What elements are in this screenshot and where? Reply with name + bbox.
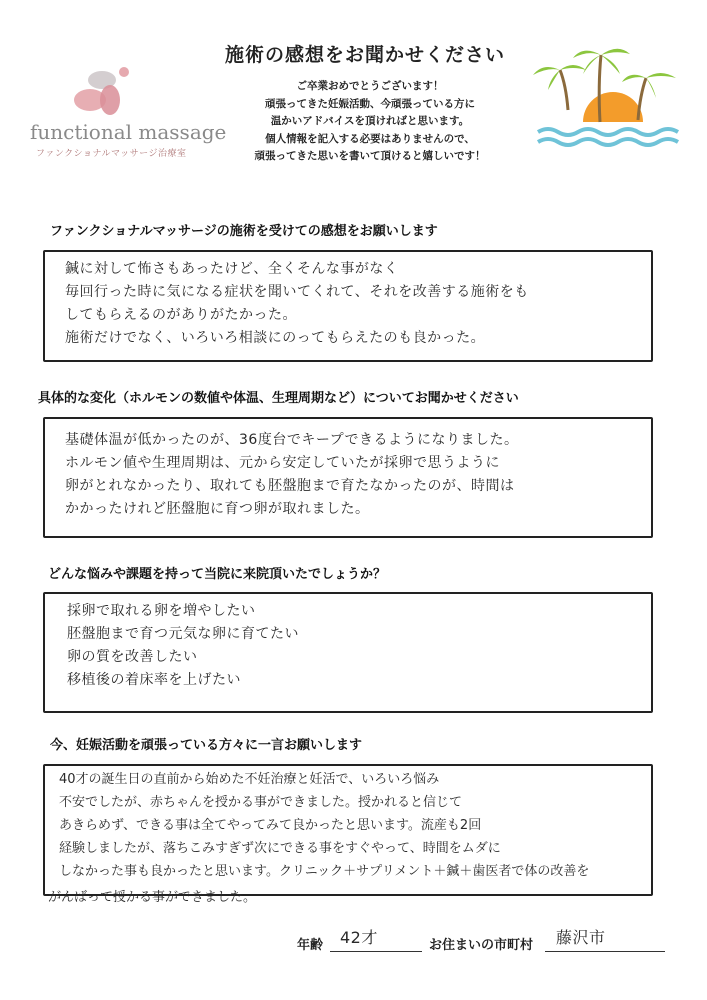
section-1-answer: 鍼に対して怖さもあったけど、全くそんな事がなく 毎回行った時に気になる症状を聞いてくれて、それを改善する施術をも してもらえるのがありがたかった。 施術だけでなく、いろいろ相談にのってもらえたのも良かった。 <box>65 261 529 346</box>
section-3-question: どんな悩みや課題を持って当院に来院頂いたでしょうか？ <box>48 567 387 582</box>
section-3-answer-box <box>43 592 653 713</box>
section-4-answer-box <box>43 764 653 896</box>
section-2-answer-box <box>43 417 653 538</box>
palm-sunset-illustration <box>528 40 683 150</box>
section-1-question: ファンクショナルマッサージの施術を受けての感想をお願いします <box>50 224 438 239</box>
section-3-answer: 採卵で取れる卵を増やしたい 胚盤胞まで育つ元気な卵に育てたい 卵の質を改善したい 移植後の着床率を上げたい <box>67 603 299 688</box>
section-4-answer-overflow: がんばって授かる事ができました。 <box>48 890 257 905</box>
age-underline <box>330 951 422 952</box>
city-value: 藤沢市 <box>556 928 606 947</box>
intro-text: ご卒業おめでとうございます！ 頑張ってきた妊娠活動、今頑張っている方に 温かいアドバイスを頂ければと思います。 個人情報を記入する必要はありませんので、 頑張ってきた思いを書いて頂けると嬉しいです！ <box>254 80 486 162</box>
section-4-question: 今、妊娠活動を頑張っている方々に一言お願いします <box>50 738 363 753</box>
age-value: 42才 <box>340 928 378 947</box>
city-underline <box>545 951 665 952</box>
section-4-answer: 40才の誕生日の直前から始めた不妊治療と妊活で、いろいろ悩み 不安でしたが、赤ちゃんを授かる事ができました。授かれると信じて あきらめず、できる事は全てやってみて良かったと思います。流産も2回 経験しましたが、落ちこみすぎず次にできる事をすぐやって、時間をムダに しなかった事も良かったと思います。クリニック＋サプリメント＋鍼＋歯医者で体の改善を <box>59 772 590 879</box>
city-label: お住まいの市町村 <box>429 938 534 953</box>
brand-subtitle: ファンクショナルマッサージ治療室 <box>36 149 187 159</box>
section-2-answer: 基礎体温が低かったのが、36度台でキープできるようになりました。 ホルモン値や生理周期は、元から安定していたが採卵で思うように 卵がとれなかったり、取れても胚盤胞まで育たなかったのが、時間は かかったけれど胚盤胞に育つ卵が取れました。 <box>65 432 519 517</box>
brand-name: functional massage <box>30 120 227 144</box>
page-title: 施術の感想をお聞かせください <box>224 44 505 66</box>
age-label: 年齢 <box>297 938 324 953</box>
logo-flower-icon <box>62 60 142 122</box>
section-1-answer-box <box>43 250 653 362</box>
section-2-question: 具体的な変化（ホルモンの数値や体温、生理周期など）についてお聞かせください <box>38 391 519 406</box>
